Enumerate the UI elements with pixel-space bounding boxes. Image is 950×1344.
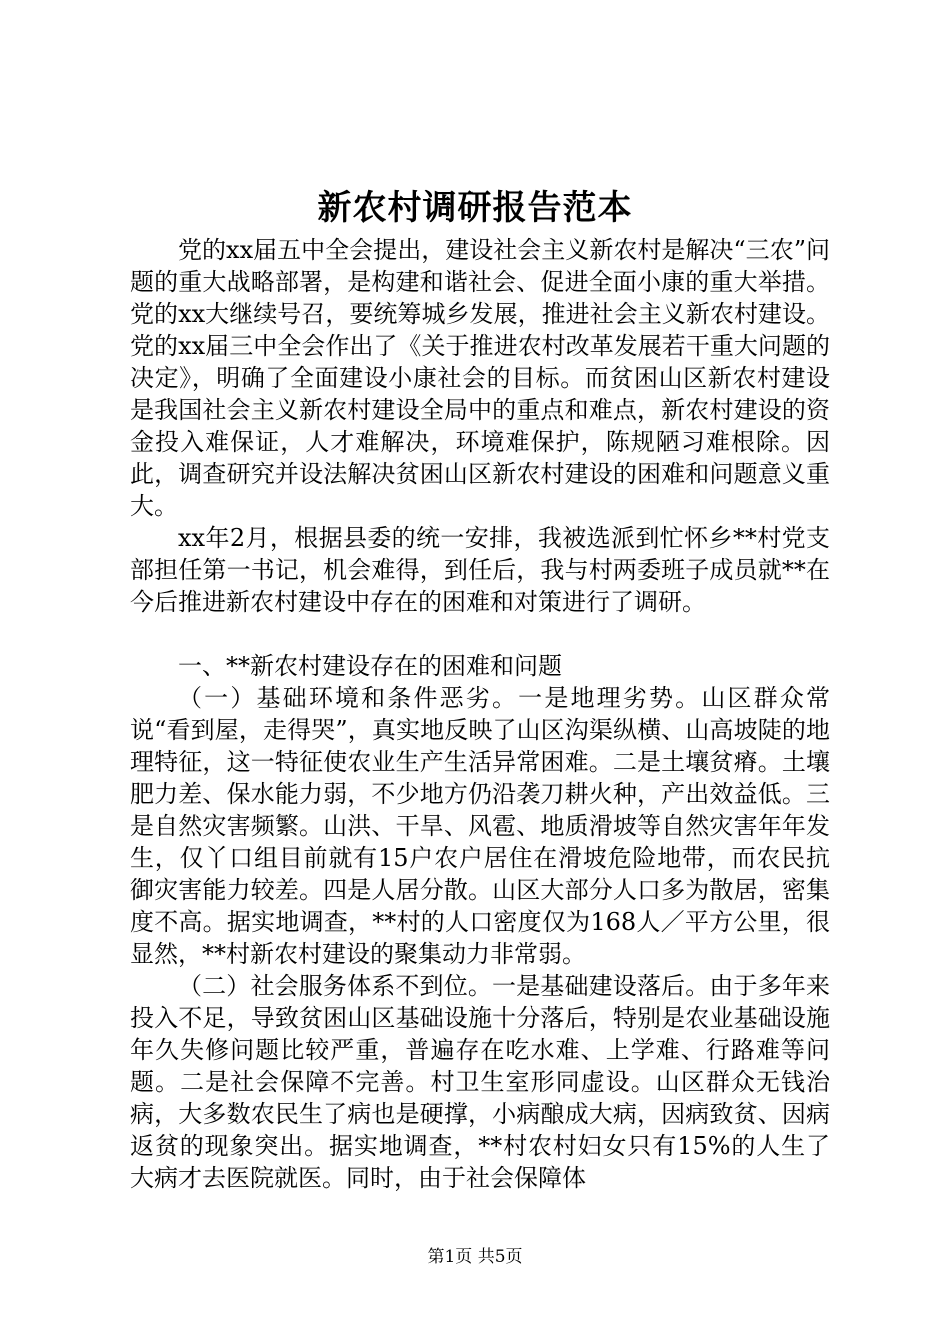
paragraph-background: xx年2月，根据县委的统一安排，我被选派到忙怀乡**村党支部担任第一书记，机会难得，到任后，我与村两委班子成员就**在今后推进新农村建设中存在的困难和对策进行了调研。 (130, 524, 830, 616)
document-body (130, 234, 830, 1194)
document-title: 新农村调研报告范本 (317, 188, 633, 228)
paragraph-environment: （一）基础环境和条件恶劣。一是地理劣势。山区群众常说“看到屋，走得哭”，真实地反映了山区沟渠纵横、山高坡陡的地理特征，这一特征使农业生产生活异常困难。二是土壤贫瘠。土壤肥力差、保水能力弱，不少地方仍沿袭刀耕火种，产出效益低。三是自然灾害频繁。山洪、干旱、风雹、地质滑坡等自然灾害年年发生，仅丫口组目前就有15户农户居住在滑坡危险地带，而农民抗御灾害能力较差。四是人居分散。山区大部分人口多为散居，密集度不高。据实地调查，**村的人口密度仅为168人／平方公里，很显然，**村新农村建设的聚集动力非常弱。 (130, 684, 830, 968)
paragraph-intro: 党的xx届五中全会提出，建设社会主义新农村是解决“三农”问题的重大战略部署，是构建和谐社会、促进全面小康的重大举措。党的xx大继续号召，要统筹城乡发展，推进社会主义新农村建设。党的xx届三中全会作出了《关于推进农村改革发展若干重大问题的决定》，明确了全面建设小康社会的目标。而贫困山区新农村建设是我国社会主义新农村建设全局中的重点和难点，新农村建设的资金投入难保证，人才难解决，环境难保护，陈规陋习难根除。因此，调查研究并设法解决贫困山区新农村建设的困难和问题意义重大。 (130, 236, 830, 520)
section-heading: 一、**新农村建设存在的困难和问题 (178, 652, 562, 680)
page-number-footer: 第1页 共5页 (427, 1247, 523, 1267)
paragraph-social-services: （二）社会服务体系不到位。一是基础建设落后。由于多年来投入不足，导致贫困山区基础设施十分落后，特别是农业基础设施年久失修问题比较严重，普遍存在吃水难、上学难、行路难等问题。二是社会保障不完善。村卫生室形同虚设。山区群众无钱治病，大多数农民生了病也是硬撑，小病酿成大病，因病致贫、因病返贫的现象突出。据实地调查，**村农村妇女只有15%的人生了大病才去医院就医。同时，由于社会保障体 (130, 972, 830, 1192)
